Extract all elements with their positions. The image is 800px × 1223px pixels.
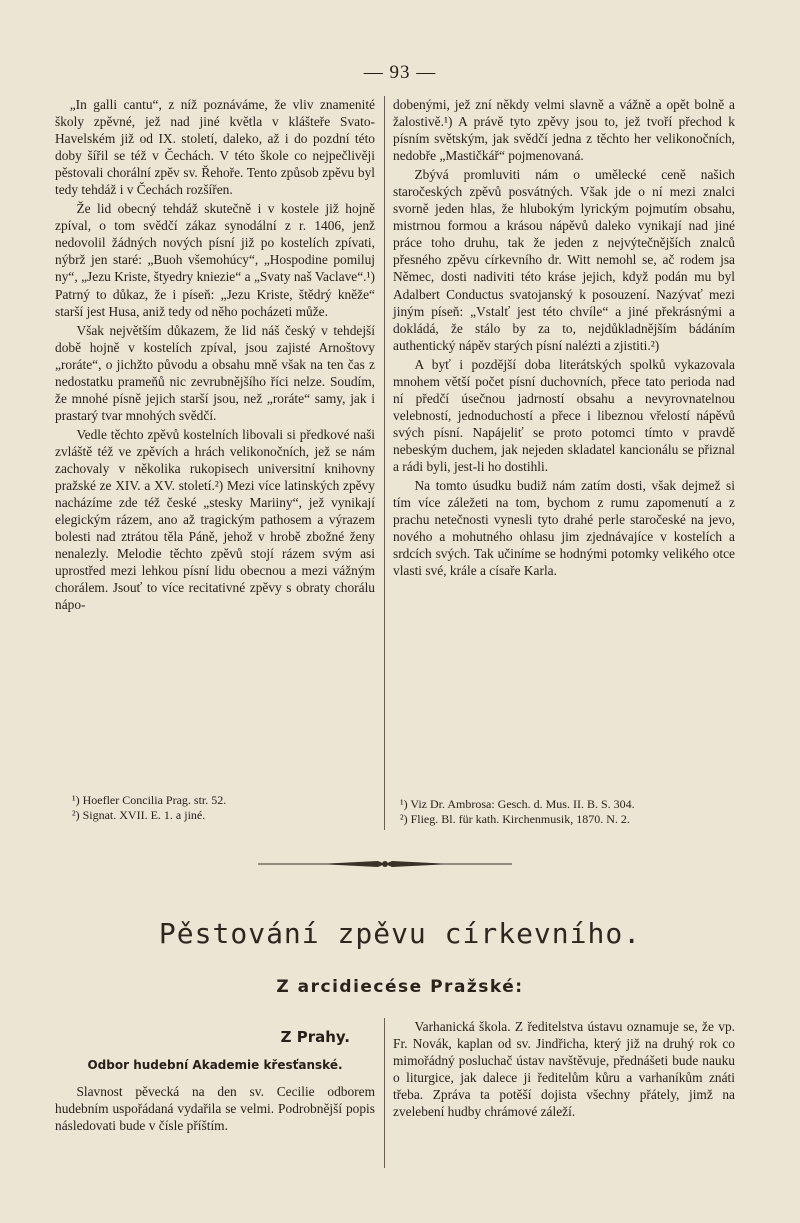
paragraph: Varhanická škola. Z ředitelstva ústavu oznamuje se, že vp. Fr. Novák, kaplan od sv. Jindřicha, který již na druhý rok co mimořádný posluchač ústav navštěvuje, přednášeti bude nauku o liturgice, jak dalece ji ředitelům kůru a varhaníkům znáti třeba. Zpráva ta potěší dojista všechny přátely, jimž na zvelebení hudby chrámové záleží.: [393, 1019, 735, 1120]
paragraph: Slavnost pěvecká na den sv. Cecilie odborem hudebním uspořádaná vydařila se velmi. Podrobnější popis následovati bude v čísle příštím.: [55, 1084, 375, 1134]
page-number: — 93 —: [363, 62, 437, 83]
left-bottom-column: [55, 1083, 375, 1134]
department-title: Odbor hudební Akademie křesťanské.: [87, 1058, 343, 1072]
left-footnotes: [72, 793, 226, 823]
paragraph: Že lid obecný tehdáž skutečně i v kostele již hojně zpíval, o tom svědčí zákaz synodální z r. 1406, jenž nedovolil žádných nových písní již po kostelích zpívati, nýbrž jen staré: „Buoh všemohúcy“, „Hospodine pomiluj ny“, „Jezu Kriste, štyedry kniezie“ a „Svaty naš Vaclave“.¹) Patrný to důkaz, že i píseň: „Jezu Kriste, štědrý kněže“ starší jest Husa, aniž tedy od něho pocházeti může.: [55, 201, 375, 319]
ornamental-separator: [258, 859, 512, 869]
footnote: ²) Flieg. Bl. für kath. Kirchenmusik, 1870. N. 2.: [400, 812, 630, 826]
paragraph: dobenými, jež zní někdy velmi slavně a vážně a opět bolně a žalostivě.¹) A právě tyto zpěvy jsou to, jež tvoří přechod k písním světským, jak svědčí jedna z těchto her velikonočních, nedobře „Mastičkář“ pojmenovaná.: [393, 97, 735, 164]
paragraph: Však největším důkazem, že lid náš český v tehdejší době hojně v kostelích zpíval, jsou zajisté Arnoštovy „roráte“, o jichžto původu a obsahu mně však na ten čas z nedostatku prameňů nic zevrubnějšího říci nelze. Soudím, že mnohé písně jejich starší jsou, než „roráte“ samy, jak i prastarý tvar mnohých svědčí.: [55, 322, 375, 423]
section-heading: Pěstování zpěvu církevního.: [158, 917, 642, 950]
column-divider: [384, 96, 385, 830]
column-divider: [384, 1018, 385, 1168]
footnote: ²) Signat. XVII. E. 1. a jiné.: [72, 808, 206, 822]
paragraph: Zbývá promluviti nám o umělecké ceně našich staročeských zpěvů posvátných. Však jde o ní mezi znalci svorně jeden hlas, že hlubokým lyrickým pojmutím obsahu, mistrnou formou a krásou nápěvů daleko vynikají nad jiné práce toho druhu, tak že jeden z nejvýtečnějších znalců přesného zpěvu církevního dr. Witt nemohl se, ač rodem jsa Němec, dosti nadiviti této kráse jejich, když podán mu byl Adalbert Conductus svatojanský k posouzení. Nazývať mezi jiným píseň: „Vstalť jest této chvíle“ a jiné překrásnými a dokládá, že stálo by za to, nejdůkladnějším bádáním authentický nápěv starých písní nalézti a zjistiti.²): [393, 167, 735, 353]
left-column: [55, 96, 375, 613]
right-bottom-column: [393, 1018, 735, 1120]
paragraph: „In galli cantu“, z níž poznáváme, že vliv znamenité školy zpěvné, jež nad jiné květla v klášteře Svato-Havelském již od IX. století, daleko, až i do pozdní této doby šířil se též v Čechách. V této škole co nejpečlivěji pěstovali chorální zpěv sv. Řehoře. Tento způsob zpěvu byl tedy tehdáž i v Čechách rozšířen.: [55, 97, 375, 198]
paragraph: Na tomto úsudku budiž nám zatím dosti, však dejmež si tím více záležeti na tom, bychom z rumu zapomenutí a z prachu netečnosti vynesli tyto drahé perle staročeské na jevo, nového a mohutného ohlasu jim zjednávajíce v kostelích a srdcích svých. Tak učiníme se hodnými potomky velikého otce vlasti své, krále a císaře Karla.: [393, 478, 735, 579]
paragraph: A byť i pozdější doba literátských spolků vykazovala mnohem větší počet písní duchovních, přece tato perioda nad ní předčí úsečnou jadrností obsahu a nevyrovnatelnou velebností, jednoduchostí a přece i libeznou vřelostí nápěvů svých písní. Napájeliť se proto potomci tímto v pravdě nebeským duchem, jak nejeden skladatel kancionálu se přiznal a rádi byli, jest-li ho dostihli.: [393, 356, 735, 474]
footnote: ¹) Hoefler Concilia Prag. str. 52.: [72, 793, 227, 807]
footnote: ¹) Viz Dr. Ambrosa: Gesch. d. Mus. II. B. S. 304.: [400, 797, 635, 811]
right-footnotes: [400, 797, 635, 827]
city-title: Z Prahy.: [280, 1028, 350, 1046]
paragraph: Vedle těchto zpěvů kostelních libovali si předkové naši zvláště též ve zpěvích a hrách velikonočních, jež se nám zachovaly v několika rukopisech universitní knihovny pražské ze XIV. a XV. století.²) Mezi více latinských zpěvy nacházíme zde též české „stesky Mariiny“, jež vynikají elegickým rázem, ano až tragickým pathosem a výrazem bolesti nad ztrátou těla Páně, jehož v hrobě zbožné ženy nenalezly. Melodie těchto zpěvů stojí rázem svým asi uprostřed mezi lehkou písní lidu obecnou a mezi vážným chorálem. Jsouť to více recitativné zpěvy s obraty chorálu nápo-: [55, 426, 375, 613]
right-column: [393, 96, 735, 579]
subsection-heading: Z arcidiecése Pražské:: [276, 977, 524, 997]
